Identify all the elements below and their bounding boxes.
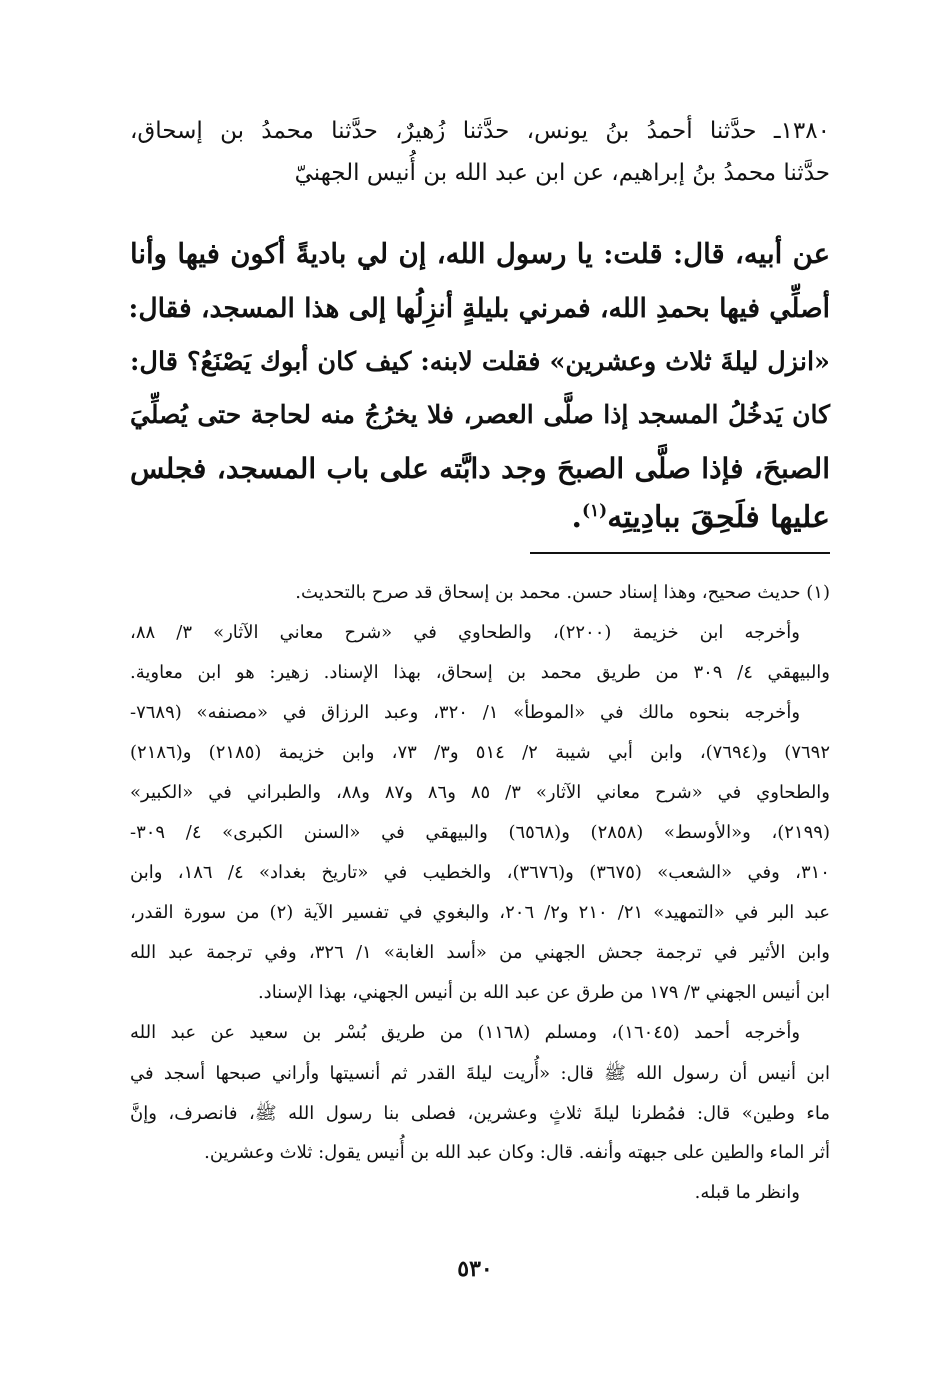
footnote-line-2: وأخرجه ابن خزيمة (٢٢٠٠)، والطحاوي في «شرح معاني الآثار» ٣/ ٨٨، (130, 622, 800, 643)
footnote-line-6: والطحاوي في «شرح معاني الآثار» ٣/ ٨٥ و٨٦ و٨٧ و٨٨، والطبراني في «الكبير» (130, 782, 830, 803)
footnote-line-16: وانظر ما قبله. (694, 1182, 800, 1203)
footnote-line-7: (٢١٩٩)، و«الأوسط» (٢٨٥٨) و(٦٥٦٨) والبيهقي في «السنن الكبرى» ٤/ ٣٠٩- (130, 822, 830, 843)
matn-line-2: أصلِّي فيها بحمدِ الله، فمرني بليلةٍ أنزِلُها إلى هذا المسجد، فقال: (128, 293, 830, 324)
footnote-line-4: وأخرجه بنحوه مالك في «الموطأ» ١/ ٣٢٠، وعبد الرزاق في «مصنفه» (٧٦٨٩- (130, 702, 801, 723)
matn-line-6-text: عليها فلَحِقَ ببادِيتِه (607, 500, 830, 535)
matn-line-6 (130, 500, 830, 535)
footnote-line-10: وابن الأثير في ترجمة جحش الجهني من «أسد الغابة» ١/ ٣٢٦، وفي ترجمة عبد الله (130, 942, 830, 963)
footnote-line-5: ٧٦٩٢) و(٧٦٩٤)، وابن أبي شيبة ٢/ ٥١٤ و٣/ ٧٣، وابن خزيمة (٢١٨٥) و(٢١٨٦) (130, 742, 831, 763)
isnad-line-1: ١٣٨٠ـ حدَّثنا أحمدُ بنُ يونس، حدَّثنا زُهيرٌ، حدَّثنا محمدُ بن إسحاق، (130, 118, 830, 144)
matn-final-period: . (571, 500, 582, 535)
footnote-line-9: عبد البر في «التمهيد» ٢١/ ٢١٠ و٢/ ٢٠٦، والبغوي في تفسير الآية (٢) من سورة القدر، (130, 902, 830, 923)
matn-line-5: الصبحَ، فإذا صلَّى الصبحَ وجد دابَّته على باب المسجد، فجلس (130, 452, 830, 485)
matn-line-1: عن أبيه، قال: قلت: يا رسول الله، إن لي باديةً أكون فيها وأنا (130, 238, 830, 270)
footnote-line-11: ابن أنيس الجهني ٣/ ١٧٩ من طرق عن عبد الله بن أنيس الجهني، بهذا الإسناد. (257, 982, 830, 1003)
matn-line-4: كان يَدخُلُ المسجد إذا صلَّى العصر، فلا يخرُجُ منه لحاجة حتى يُصلِّيَ (130, 400, 830, 429)
footnote-line-12: وأخرجه أحمد (١٦٠٤٥)، ومسلم (١١٦٨) من طريق بُسْر بن سعيد عن عبد الله (130, 1022, 801, 1043)
isnad-line-2: حدَّثنا محمدُ بنُ إبراهيم، عن ابن عبد الله بن أُنيس الجهنيّ (294, 160, 830, 186)
footnote-line-15: أثر الماء والطين على جبهته وأنفه. قال: وكان عبد الله بن أُنيس يقول: ثلاث وعشرين. (204, 1142, 830, 1163)
footnote-line-1: (١) حديث صحيح، وهذا إسناد حسن. محمد بن إسحاق قد صرح بالتحديث. (295, 582, 830, 603)
page-number: ٥٣٠ (457, 1256, 493, 1282)
footnote-line-8: ٣١٠، وفي «الشعب» (٣٦٧٥) و(٣٦٧٦)، والخطيب في «تاريخ بغداد» ٤/ ١٨٦، وابن (130, 862, 830, 883)
footnote-line-14: ماء وطين» قال: فمُطرنا ليلةَ ثلاثٍ وعشرين، فصلى بنا رسول الله ﷺ، فانصرف، وإنَّ (130, 1103, 830, 1124)
footnote-separator (530, 552, 830, 554)
footnote-reference: (١) (581, 501, 608, 521)
footnote-line-3: والبيهقي ٤/ ٣٠٩ من طريق محمد بن إسحاق، بهذا الإسناد. زهير: هو ابن معاوية. (130, 662, 830, 683)
matn-line-3: «انزل ليلةَ ثلاث وعشرين» فقلت لابنه: كيف كان أبوك يَصْنَعُ؟ قال: (130, 347, 830, 377)
footnote-line-13: ابن أنيس أن رسول الله ﷺ قال: «أُريت ليلةَ القدر ثم أنسيتها وأراني صبحها أسجد في (130, 1063, 830, 1084)
